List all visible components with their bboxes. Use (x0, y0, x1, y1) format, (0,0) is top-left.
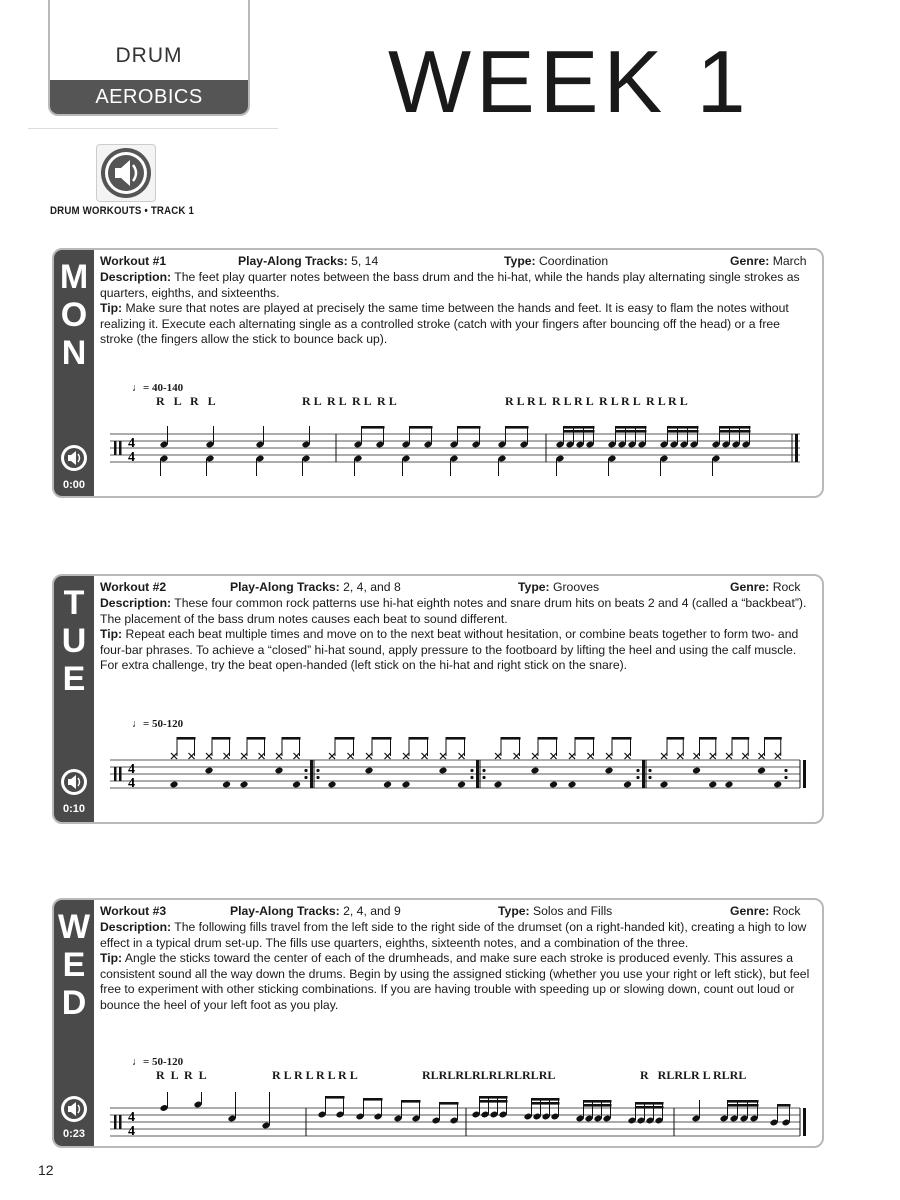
tip: Tip: Repeat each beat multiple times and move on to the next beat without hesitation, or combine beats together to form two- and four-bar phrases. To achieve a “closed” hi-hat sound, apply pressure to the footboard by lifting the heel and using the calf muscle. For extra challenge, try the beat open-handed (left stick on the hi-hat and right stick on the snare). (100, 627, 799, 672)
tracks-label: Play-Along Tracks: (238, 254, 348, 268)
workout-number: Workout #2 (100, 580, 167, 594)
tracks-label: Play-Along Tracks: (230, 580, 340, 594)
track-time: 0:10 (62, 803, 86, 815)
svg-text:4: 4 (128, 762, 135, 777)
day-card-tue (52, 574, 824, 824)
day-sidebar (54, 576, 94, 822)
brand-line-2: AEROBICS (50, 80, 248, 114)
type-label: Type: (518, 580, 550, 594)
track-time: 0:23 (62, 1128, 86, 1140)
speaker-icon (97, 145, 157, 203)
day-letter: N (61, 334, 87, 372)
page-title: WEEK 1 (388, 32, 751, 131)
day-card-wed (52, 898, 824, 1148)
page-number: 12 (38, 1162, 54, 1178)
drum-staff (100, 404, 812, 494)
svg-text:4: 4 (128, 1110, 135, 1125)
description: Description: The following fills travel from the left side to the right side of the drumset (on a right-handed kit), creating a high to low effect in a typical drum set-up. The fills use quarters, eighths, sixteenth notes, and a combination of the three. (100, 920, 807, 950)
notation (100, 382, 812, 498)
type-value: Grooves (553, 580, 600, 594)
day-letter: U (61, 622, 87, 660)
day-card-mon (52, 248, 824, 498)
genre-label: Genre: (730, 904, 770, 918)
sticking: R L R L R L R L (302, 394, 397, 408)
sticking: R RLRLR L RLRL (640, 1068, 747, 1082)
day-sidebar (54, 900, 94, 1146)
genre-label: Genre: (730, 580, 770, 594)
genre-value: Rock (772, 904, 801, 918)
workout-info (100, 254, 812, 348)
day-letter: E (62, 946, 86, 984)
description: Description: The feet play quarter notes between the bass drum and the hi-hat, while the hands play alternating single strokes as quarters, eighths, and sixteenths. (100, 270, 800, 300)
speaker-icon[interactable] (60, 1095, 88, 1123)
tracks-value: 2, 4, and 8 (343, 580, 401, 594)
workout-info (100, 580, 812, 674)
day-letter: W (57, 908, 91, 946)
day-letters (54, 908, 94, 1022)
sticking: R L R L R L R L R L R L R L R L (505, 394, 688, 408)
day-letter: T (63, 584, 85, 622)
sticking: RLRLRLRLRLRLRLRL (422, 1068, 556, 1082)
sticking: R L R L R L R L (272, 1068, 358, 1082)
speaker-icon[interactable] (60, 444, 88, 472)
genre-value: Rock (772, 580, 801, 594)
day-sidebar (54, 250, 94, 496)
genre-value: March (772, 254, 807, 268)
genre-label: Genre: (730, 254, 770, 268)
svg-text:4: 4 (128, 776, 135, 791)
type-label: Type: (504, 254, 536, 268)
tip: Tip: Make sure that notes are played at precisely the same time between the hands and feet. It is easy to flam the notes without realizing it. Execute each alternating single as a controlled stroke (catch with your fingers after bouncing off the head) or a free stroke (the fingers allow the stick to bounce back up). (100, 301, 789, 346)
workout-info (100, 904, 812, 1013)
day-letter: D (61, 984, 87, 1022)
brand-logo (48, 0, 250, 116)
track-label: DRUM WORKOUTS • TRACK 1 (50, 205, 195, 217)
day-letter: O (60, 296, 88, 334)
notation (100, 718, 812, 824)
notation (100, 1056, 812, 1148)
description: Description: These four common rock patterns use hi-hat eighth notes and snare drum hits on beats 2 and 4 (called a “backbeat”). The placement of the bass drum notes causes each beat to sound different. (100, 596, 807, 626)
type-value: Solos and Fills (533, 904, 613, 918)
speaker-icon[interactable] (60, 768, 88, 796)
drum-staff (100, 730, 812, 820)
tempo-marking: ♩= 40-140 (132, 382, 184, 394)
type-label: Type: (498, 904, 530, 918)
svg-text:4: 4 (128, 436, 135, 451)
sticking: R L R L (156, 1068, 207, 1082)
day-letters (54, 258, 94, 372)
tracks-label: Play-Along Tracks: (230, 904, 340, 918)
day-letter: E (62, 660, 86, 698)
drum-staff (100, 1078, 812, 1148)
tip: Tip: Angle the sticks toward the center of each of the drumheads, and make sure each stroke is produced evenly. This assures a consistent sound all the way down the drums. Begin by using the assigned sticking (whether you use your right or left stick), but feel free to experiment with other sticking combinations. If you are having trouble with speeding up or slowing down, count out loud or bounce the heel of your left foot as you play. (100, 951, 810, 1012)
sticking: R L R L (156, 394, 216, 408)
brand-line-1: DRUM (115, 44, 183, 67)
tracks-value: 5, 14 (351, 254, 379, 268)
day-letters (54, 584, 94, 698)
day-letter: M (59, 258, 89, 296)
audio-track-button[interactable] (96, 144, 156, 202)
tempo-marking: ♩= 50-120 (132, 718, 184, 730)
workout-number: Workout #3 (100, 904, 167, 918)
track-time: 0:00 (62, 479, 86, 491)
type-value: Coordination (539, 254, 609, 268)
svg-text:4: 4 (128, 450, 135, 465)
workout-number: Workout #1 (100, 254, 167, 268)
tracks-value: 2, 4, and 9 (343, 904, 401, 918)
tempo-marking: ♩= 50-120 (132, 1056, 184, 1068)
svg-text:4: 4 (128, 1124, 135, 1139)
divider (28, 128, 278, 129)
